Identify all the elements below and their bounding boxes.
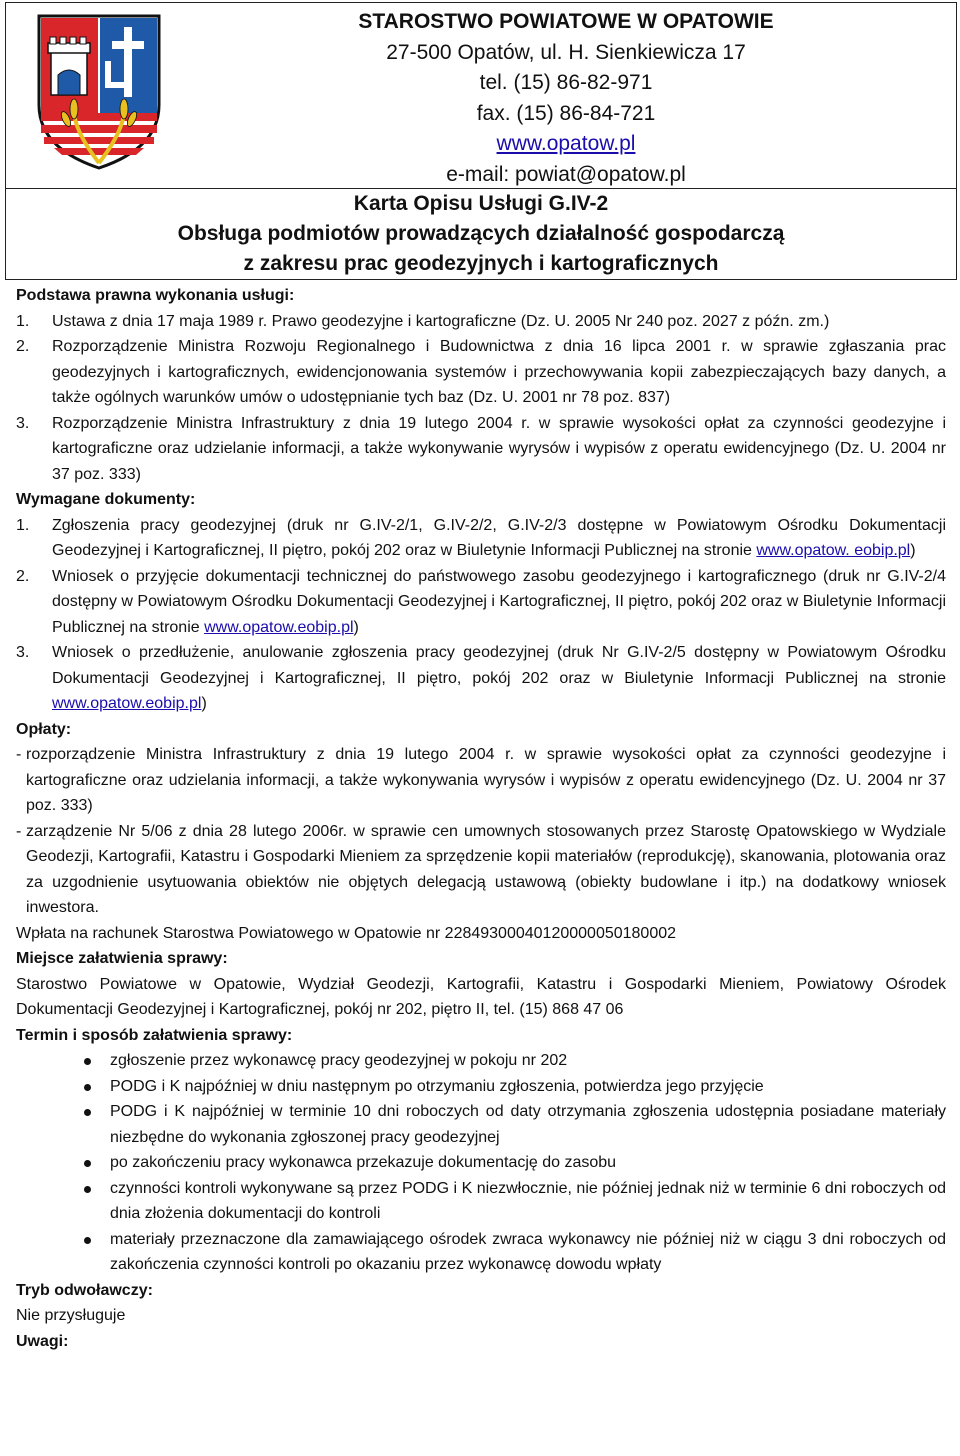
list-item: 1. Ustawa z dnia 17 maja 1989 r. Prawo geodezyjne i kartograficzne (Dz. U. 2005 Nr 240 poz. 2027 z późn. zm.) [16,312,830,330]
list-item: zgłoszenie przez wykonawcę pracy geodezyjnej w pokoju nr 202 [16,1048,946,1074]
service-title-line-2: z zakresu prac geodezyjnych i kartograficznych [243,252,719,275]
list-item: PODG i K najpóźniej w dniu następnym po otrzymaniu zgłoszenia, potwierdza jego przyjęcie [16,1074,946,1100]
coat-of-arms-logo [36,13,162,171]
org-phone: tel. (15) 86-82-971 [479,71,653,94]
required-documents-list [16,513,946,717]
bullet-icon [84,1058,91,1065]
term-list [16,1048,946,1278]
appeal-heading: Tryb odwoławczy: [16,1281,153,1299]
fees-list [16,742,946,921]
list-item: 2. Rozporządzenie Ministra Rozwoju Regionalnego i Budownictwa z dnia 16 lipca 2001 r. w sprawie zgłaszania prac geodezyjnych i kartograficznych, ewidencjonowania systemów i przechowywania kopii zabezpieczających bazy danych, a także ogólnych warunków umów o udostępnianie tych baz (Dz. U. 2001 nr 78 poz. 837) [16,338,946,406]
bip-link[interactable]: www.opatow.eobip.pl [204,618,354,636]
term-heading: Termin i sposób załatwienia sprawy: [16,1026,293,1044]
org-name: STAROSTWO POWIATOWE W OPATOWIE [358,10,774,33]
list-item: 2. Wniosek o przyjęcie dokumentacji technicznej do państwowego zasobu geodezyjnego i kartograficznego (druk nr G.IV-2/4 dostępny w Powiatowym Ośrodku Dokumentacji Geodezyjnej i Kartograficznej, II piętro, pokój 202 oraz w Biuletynie Informacji Publicznej na stronie www.opatow.eobip.pl) [16,567,946,636]
list-item: czynności kontroli wykonywane są przez PODG i K niezwłocznie, nie później jednak niż w terminie 6 dni roboczych od dnia złożenia dokumentacji do kontroli [16,1176,946,1227]
header-box [5,2,957,188]
list-item: 3. Wniosek o przedłużenie, anulowanie zgłoszenia pracy geodezyjnej (druk Nr G.IV-2/5 dostępny w Powiatowym Ośrodku Dokumentacji Geodezyjnej i Kartograficznej, II piętro, pokój 202 oraz w Biuletynie Informacji Publicznej na stronie www.opatow.eobip.pl) [16,644,946,712]
title-box [5,188,957,280]
legal-basis-list [16,309,946,488]
required-documents-heading: Wymagane dokumenty: [16,491,196,508]
bullet-icon [84,1237,91,1244]
list-item: - zarządzenie Nr 5/06 z dnia 28 lutego 2006r. w sprawie cen umownych stosowanych przez Starostę Opatowskiego w Wydziale Geodezji, Kartografii, Katastru i Gospodarki Mieniem za sprzędzenie kopii materiałów (reprodukcję), skanowania, plotowania oraz za uzgodnienie usytuowania obiektów nie objętych delegacją ustawową (obiekty budowlane i itp.) na dodatkowy wniosek inwestora. [16,822,946,916]
bullet-icon [84,1186,91,1193]
bip-link[interactable]: www.opatow.eobip.pl [52,695,202,712]
list-item: - rozporządzenie Ministra Infrastruktury z dnia 19 lutego 2004 r. w sprawie wysokości opłat za czynności geodezyjne i kartograficzne oraz udzielania informacji, a także wykonywania wyrysów i wypisów z operatu ewidencyjnego (Dz. U. 2004 nr 37 poz. 333) [16,746,946,814]
org-fax: fax. (15) 86-84-721 [476,101,656,125]
list-item: 3. Rozporządzenie Ministra Infrastruktury z dnia 19 lutego 2004 r. w sprawie wysokości opłat za czynności geodezyjne i kartograficzne oraz udzielanie informacji, a także wykonywanie wyrysów i wypisów z operatu ewidencyjnego (Dz. U. 2004 nr 37 poz. 333) [16,414,946,483]
content [16,283,946,1354]
bullet-icon [84,1109,91,1116]
org-address: 27-500 Opatów, ul. H. Sienkiewicza 17 [386,40,746,64]
fees-heading: Opłaty: [16,720,72,738]
bip-link[interactable]: www.opatow. eobip.pl [756,542,911,559]
legal-basis-heading: Podstawa prawna wykonania usługi: [16,287,295,304]
appeal-text: Nie przysługuje [16,1307,126,1324]
header-text [186,7,946,190]
notes-heading: Uwagi: [16,1332,69,1350]
list-item: po zakończeniu pracy wykonawca przekazuje dokumentację do zasobu [16,1150,946,1176]
service-title-line-1: Obsługa podmiotów prowadzących działalność gospodarczą [177,222,785,245]
bank-account-info: Wpłata na rachunek Starostwa Powiatowego w Opatowie nr 22849300040120000050180002 [16,924,677,942]
list-item: materiały przeznaczone dla zamawiającego ośrodek zwraca wykonawcy nie później niż w ciągu 3 dni roboczych od zakończenia czynności kontroli po okazaniu przez wykonawcę dowodu wpłaty [16,1227,946,1278]
place-text: Starostwo Powiatowe w Opatowie, Wydział Geodezji, Kartografii, Katastru i Gospodarki Mieniem, Powiatowy Ośrodek Dokumentacji Geodezyjnej i Kartograficznej, pokój nr 202, piętro II, tel. (15) 868 47 06 [16,975,946,1018]
org-website-link[interactable]: www.opatow.pl [496,132,636,155]
list-item: 1. Zgłoszenia pracy geodezyjnej (druk nr G.IV-2/1, G.IV-2/2, G.IV-2/3 dostępne w Powiatowym Ośrodku Dokumentacji Geodezyjnej i Kartograficznej, II piętro, pokój 202 oraz w Biuletynie Informacji Publicznej na stronie www.opatow. eobip.pl) [16,516,946,559]
list-item: PODG i K najpóźniej w terminie 10 dni roboczych od daty otrzymania zgłoszenia udostępnia posiadane materiały niezbędne do wykonania zgłoszonej pracy geodezyjnej [16,1099,946,1150]
bullet-icon [84,1160,91,1167]
org-email: e-mail: powiat@opatow.pl [446,162,686,186]
place-heading: Miejsce załatwienia sprawy: [16,950,228,967]
card-title: Karta Opisu Usługi G.IV-2 [353,192,609,215]
bullet-icon [84,1084,91,1091]
